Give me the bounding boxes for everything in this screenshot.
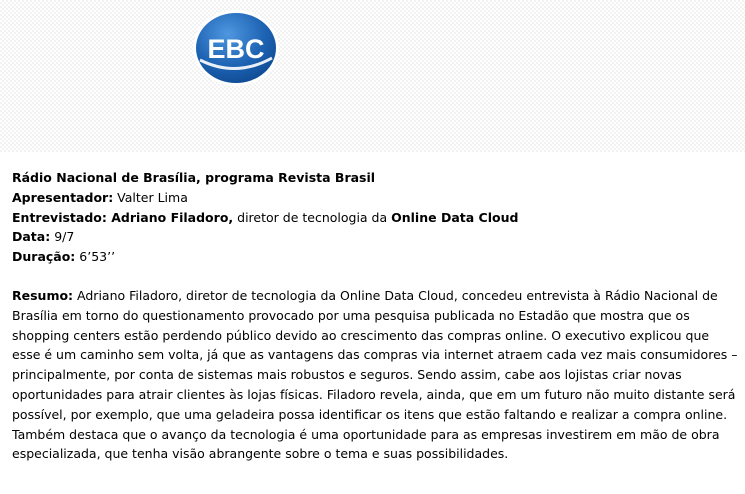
interviewee-name: Adriano Filadoro,	[106, 209, 234, 225]
program-title: Rádio Nacional de Brasília, programa Revista Brasil	[12, 170, 376, 185]
interviewee-line	[12, 208, 740, 228]
date-value: 9/7	[50, 229, 75, 245]
document-body	[12, 168, 740, 464]
date-label: Data:	[12, 229, 51, 245]
duration-label: Duração:	[12, 249, 76, 265]
presenter-value: Valter Lima	[113, 189, 188, 205]
ebc-logo	[192, 8, 280, 88]
interviewee-role: diretor de tecnologia da	[233, 209, 392, 225]
presenter-line	[12, 188, 740, 208]
header-band	[0, 0, 745, 152]
duration-line	[12, 247, 740, 267]
summary-paragraph	[12, 286, 740, 464]
summary-text: Adriano Filadoro, diretor de tecnologia da Online Data Cloud, concedeu entrevista à Rádio Nacional de Brasília em torno do questionamento provocado por uma pesquisa publicada no Estadão que mostra que os shopping centers estão perdendo público devido ao crescimento das compras online. O executivo explicou que esse é um caminho sem volta, já que as vantagens das compras via internet atraem cada vez mais consumidores – principalmente, por conta de sistemas mais robustos e seguros. Sendo assim, cabe aos lojistas criar novas oportunidades para atrair clientes às lojas físicas. Filadoro revela, ainda, que em um futuro não muito distante será possível, por exemplo, que uma geladeira possa identificar os itens que estão faltando e realizar a compra online. Também destaca que o avanço da tecnologia é uma oportunidade para as empresas investirem em mão de obra especializada, que tenha visão abrangente sobre o tema e suas possibilidades.	[12, 287, 738, 462]
date-line	[12, 227, 740, 247]
logo-text: EBC	[207, 34, 265, 64]
interviewee-label: Entrevistado:	[12, 209, 107, 225]
interviewee-company: Online Data Cloud	[391, 209, 519, 225]
summary-label: Resumo:	[12, 287, 74, 303]
duration-value: 6’53’’	[75, 249, 116, 265]
presenter-label: Apresentador:	[12, 189, 114, 205]
